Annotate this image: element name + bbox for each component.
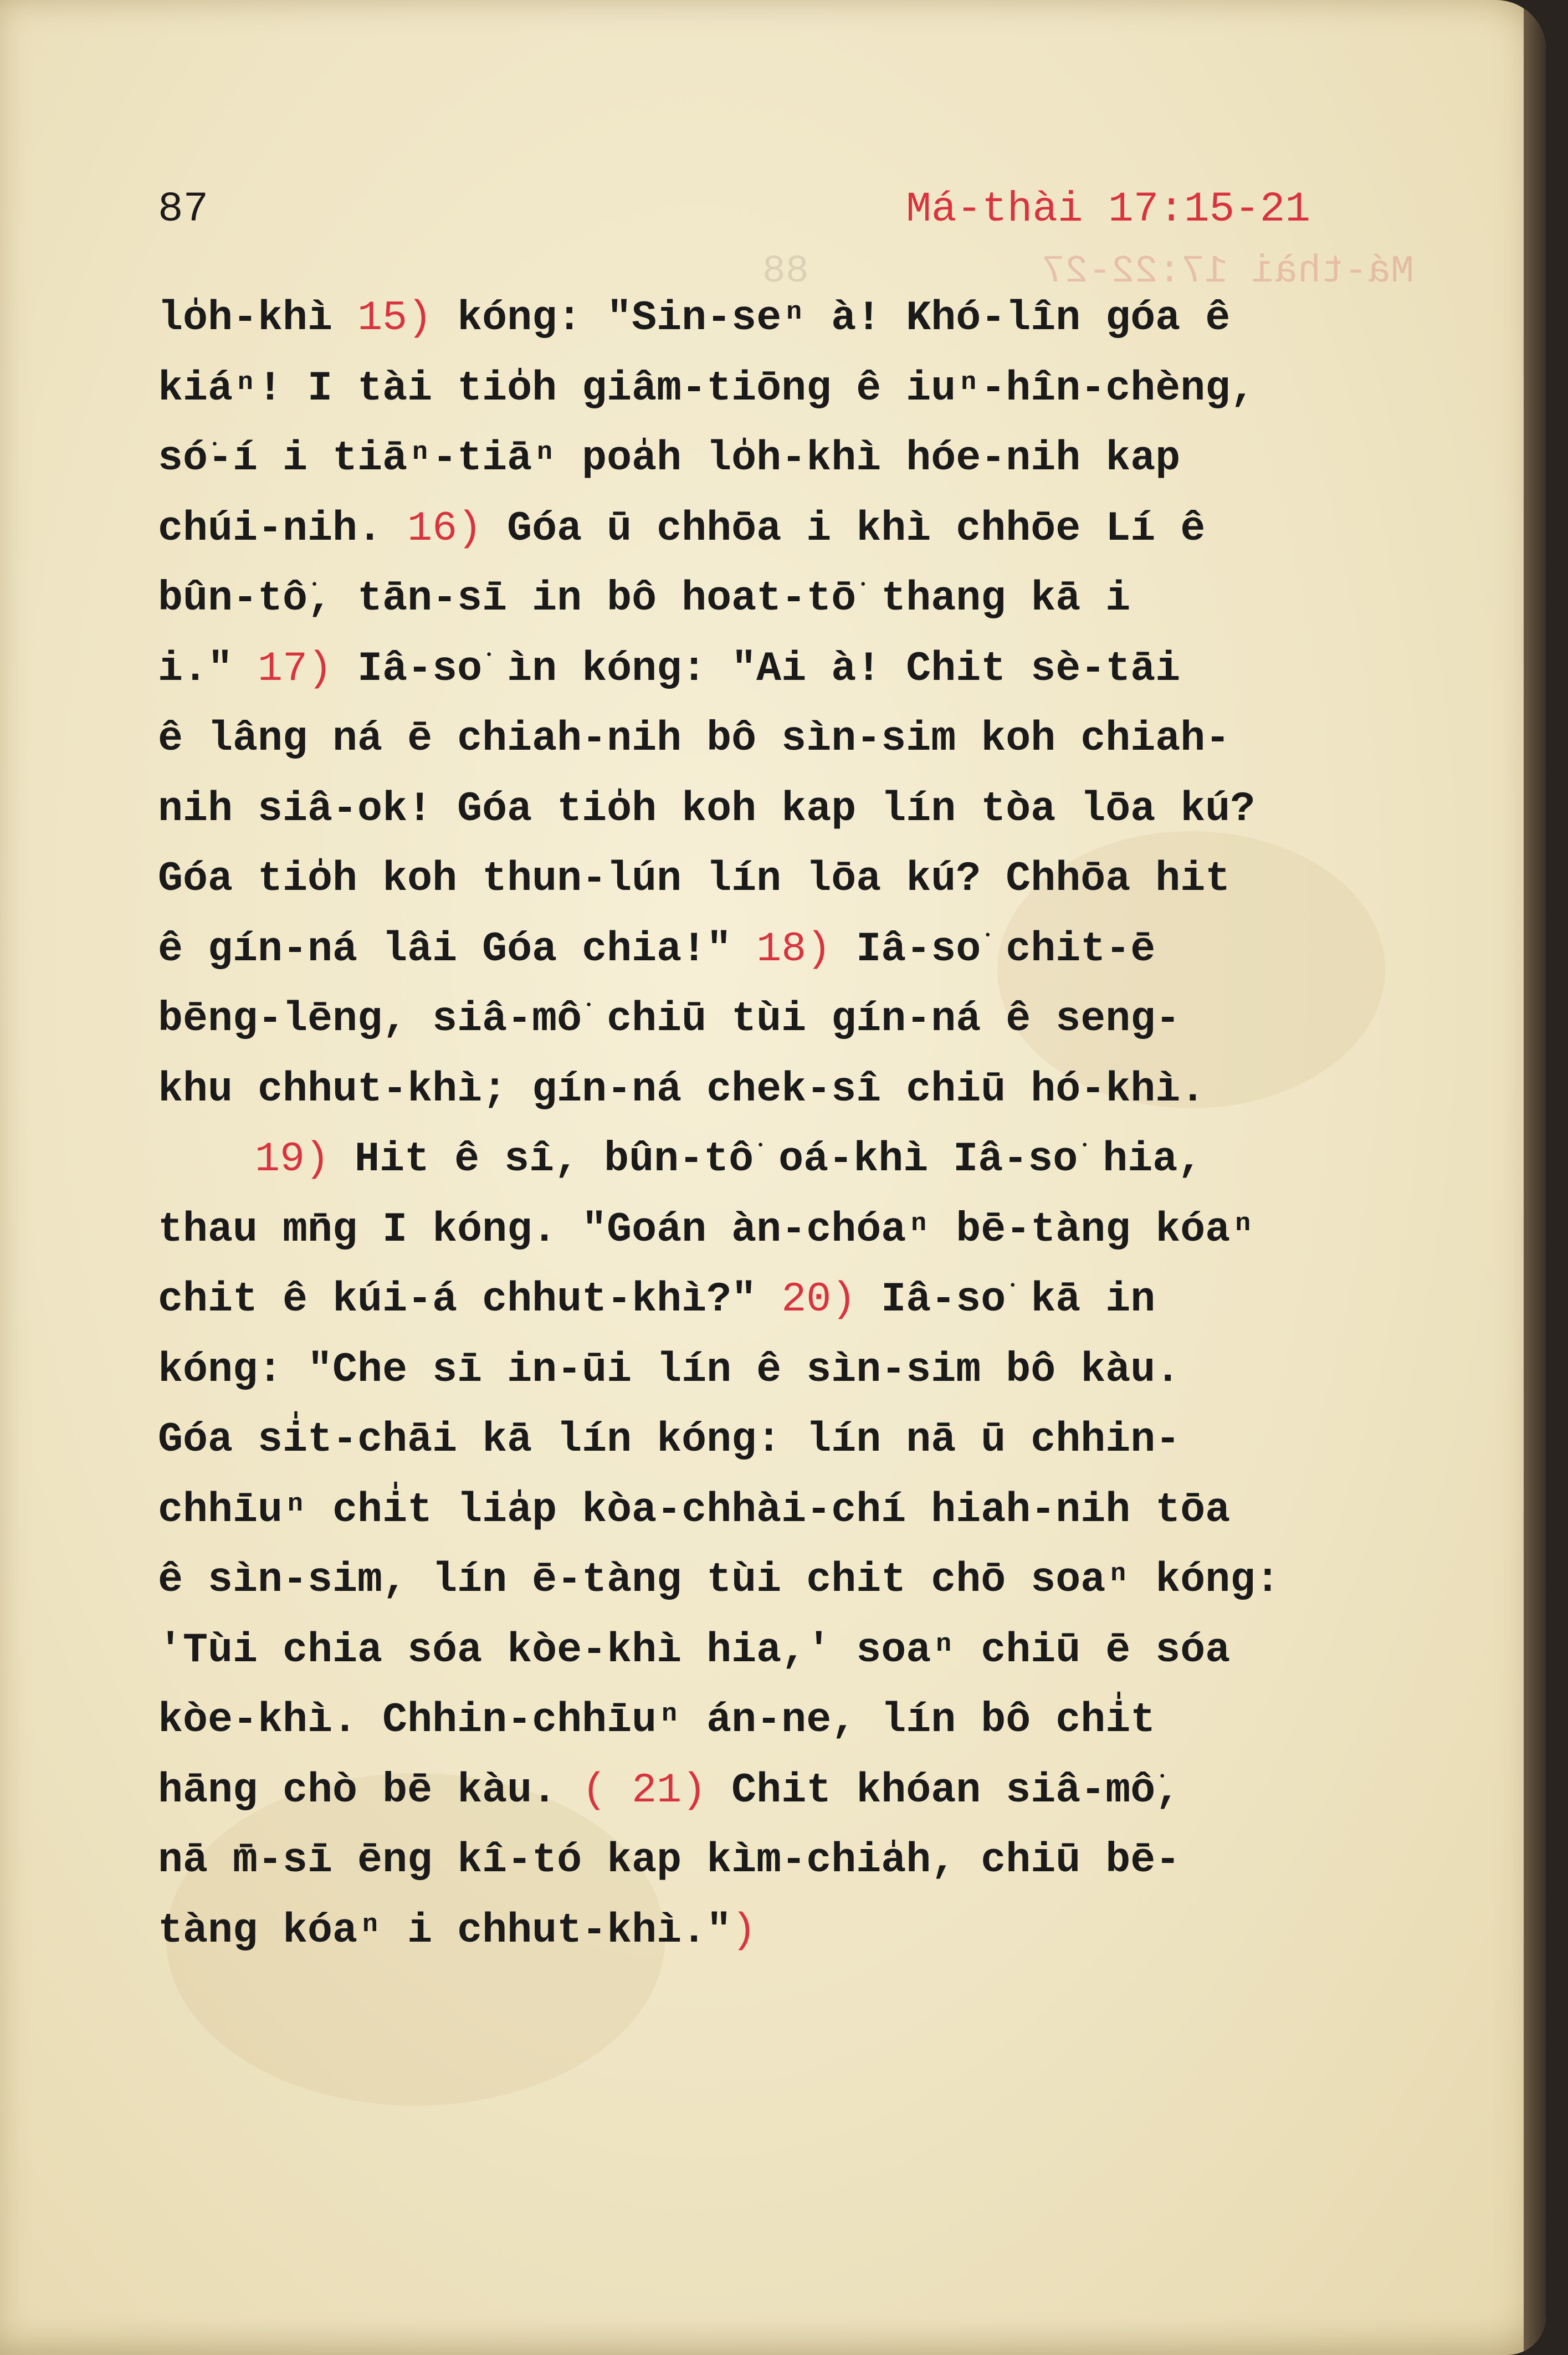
text-line [158, 1265, 1454, 1335]
text-line [158, 985, 1454, 1055]
verse-text: 'Tùi chia sóa kòe-khì hia,' soaⁿ chiū ē sóa [158, 1626, 1231, 1674]
verse-text: khu chhut-khì; gín-ná chek-sî chiū hó-khì. [158, 1066, 1206, 1113]
text-line [158, 564, 1454, 634]
text-line [158, 424, 1454, 494]
verse-text: chhīuⁿ chi̍t lia̍p kòa-chhài-chí hiah-nih tōa [158, 1486, 1231, 1534]
text-line [158, 1055, 1454, 1125]
verse-number: 15) [357, 295, 433, 342]
text-line [158, 1405, 1454, 1476]
verse-text: Iâ-so͘ kā in [856, 1276, 1156, 1323]
bleed-through-page-number: 88 [762, 250, 809, 294]
verse-number: ( 21) [582, 1767, 707, 1814]
text-line [158, 494, 1454, 565]
verse-text: Iâ-so͘ chit-ē [831, 925, 1156, 973]
text-line [158, 1756, 1454, 1826]
page-number: 87 [158, 186, 209, 233]
verse-text: tàng kóaⁿ i chhut-khì." [158, 1907, 732, 1954]
verse-text: Iâ-so͘ ìn kóng: "Ai à! Chit sè-tāi [332, 645, 1181, 693]
verse-number: ) [731, 1907, 757, 1954]
verse-text: nā m̄-sī ēng kî-tó kap kìm-chia̍h, chiū bē- [158, 1837, 1181, 1884]
verse-text: bēng-lēng, siâ-mô͘ chiū tùi gín-ná ê seng- [158, 996, 1181, 1043]
text-line [158, 704, 1454, 775]
verse-number: 16) [407, 505, 483, 552]
page-header [158, 186, 1310, 247]
verse-number: 17) [258, 645, 333, 693]
verse-text: kòe-khì. Chhin-chhīuⁿ án-ne, lín bô chi̍t [158, 1697, 1156, 1744]
verse-text: Góa tio̍h koh thun-lún lín lōa kú? Chhōa hit [158, 856, 1231, 903]
page-edge [1524, 0, 1546, 2355]
text-line [158, 915, 1454, 985]
verse-text: Góa ū chhōa i khì chhōe Lí ê [482, 505, 1206, 552]
verse-text: Chit khóan siâ-mô͘, [706, 1767, 1181, 1814]
verse-text: thau mn̄g I kóng. "Goán àn-chóaⁿ bē-tàng kóaⁿ [158, 1206, 1256, 1253]
verse-text: Góa si̍t-chāi kā lín kóng: lín nā ū chhin- [158, 1416, 1181, 1463]
text-line [158, 1476, 1454, 1546]
verse-text: só͘-í i tiāⁿ-tiāⁿ poa̍h lo̍h-khì hóe-nih kap [158, 435, 1181, 482]
verse-number: 18) [756, 925, 832, 973]
text-line [158, 1826, 1454, 1896]
verse-text: kiáⁿ! I tài tio̍h giâm-tiōng ê iuⁿ-hîn-chèng, [158, 365, 1256, 412]
text-line [158, 1616, 1454, 1686]
verse-text: kóng: "Sin-seⁿ à! Khó-lîn góa ê [432, 295, 1231, 342]
text-line [158, 354, 1454, 424]
text-line [158, 1195, 1454, 1266]
verse-text: Hit ê sî, bûn-tô͘ oá-khì Iâ-so͘ hia, [330, 1136, 1203, 1183]
text-line [158, 1896, 1454, 1967]
running-head: Má-thài 17:15-21 [906, 186, 1310, 233]
verse-text: ê sìn-sim, lín ē-tàng tùi chit chō soaⁿ kóng: [158, 1557, 1280, 1604]
verse-text: chit ê kúi-á chhut-khì?" [158, 1276, 782, 1323]
scripture-text [158, 284, 1454, 1966]
verse-text: lo̍h-khì [158, 295, 358, 342]
text-line [158, 1335, 1454, 1406]
verse-text: ê gín-ná lâi Góa chia!" [158, 925, 757, 973]
text-line [158, 284, 1454, 354]
bleed-through-running-head: Má-thài 17:22-27 [1041, 250, 1414, 294]
text-line [158, 634, 1454, 705]
verse-text: i." [158, 645, 258, 693]
text-line [158, 844, 1454, 915]
verse-text: chúi-nih. [158, 505, 408, 552]
text-line [158, 1686, 1454, 1756]
verse-text: ê lâng ná ē chiah-nih bô sìn-sim koh chiah- [158, 715, 1231, 762]
verse-number: 20) [781, 1276, 857, 1323]
verse-text: bûn-tô͘, tān-sī in bô hoat-tō͘ thang kā i [158, 575, 1131, 622]
verse-text: nih siâ-ok! Góa tio̍h koh kap lín tòa lōa kú? [158, 785, 1256, 833]
text-line [158, 775, 1454, 845]
text-line [158, 1125, 1454, 1195]
verse-text: kóng: "Che sī in-ūi lín ê sìn-sim bô kàu. [158, 1346, 1181, 1394]
verse-text: hāng chò bē kàu. [158, 1767, 582, 1814]
text-line [158, 1545, 1454, 1616]
verse-number: 19) [255, 1136, 330, 1183]
